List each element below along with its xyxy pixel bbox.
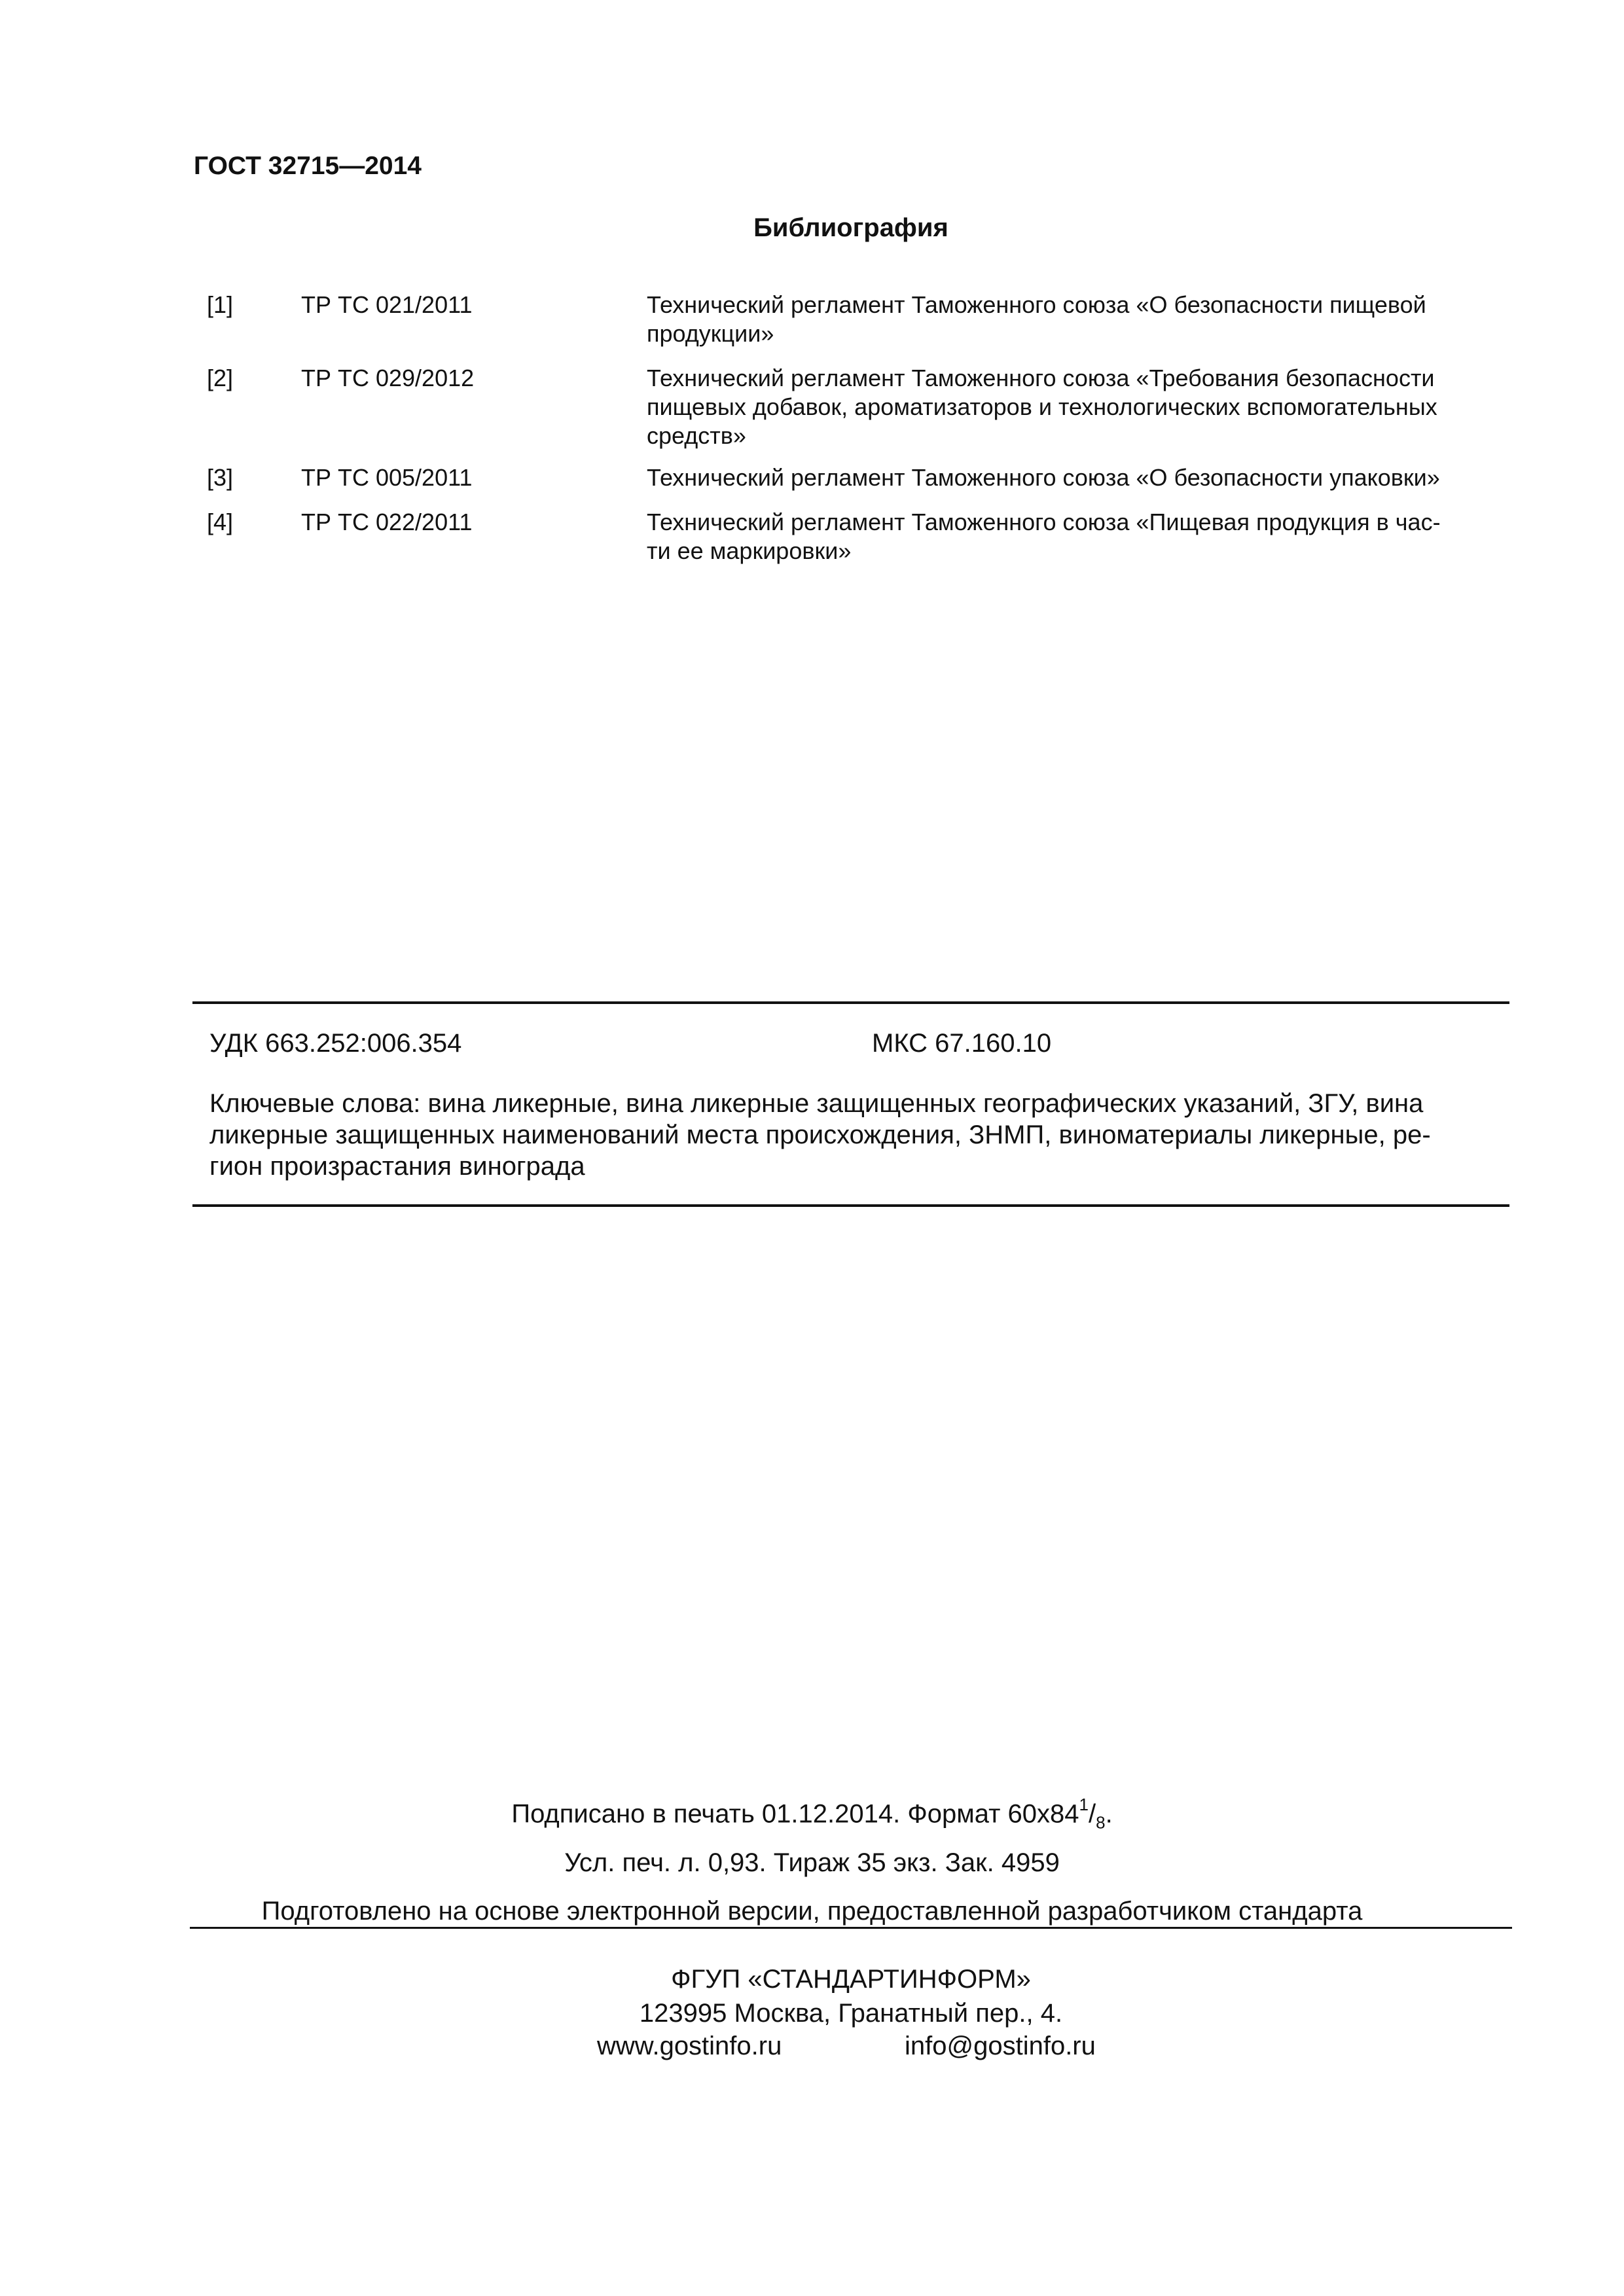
format-numerator: 1 (1079, 1795, 1089, 1814)
publisher-email[interactable]: info@gostinfo.ru (905, 2032, 1096, 2060)
entry-number: [2] (207, 365, 234, 391)
entry-text-line: Технический регламент Таможенного союза «О безопасности упаковки» (647, 464, 1440, 491)
format-separator: / (1088, 1799, 1096, 1829)
entry-code: ТР ТС 021/2011 (301, 291, 473, 318)
keywords-line: ликерные защищенных наименований места происхождения, ЗНМП, виноматериалы ликерные, ре- (209, 1121, 1431, 1149)
entry-text-line: ти ее маркировки» (647, 537, 852, 564)
publisher-address: 123995 Москва, Гранатный пер., 4. (639, 1999, 1063, 2028)
entry-code: ТР ТС 005/2011 (301, 464, 473, 491)
entry-text (647, 291, 1495, 348)
entry-text-line: Технический регламент Таможенного союза «Пищевая продукция в час- (647, 509, 1441, 535)
entry-code: ТР ТС 022/2011 (301, 509, 473, 535)
document-code: ГОСТ 32715—2014 (194, 152, 422, 180)
format-denominator: 8 (1096, 1812, 1106, 1833)
signed-for-print (0, 1797, 1624, 1833)
keywords-line: Ключевые слова: вина ликерные, вина ликерные защищенных географических указаний, ЗГУ, вина (209, 1089, 1424, 1118)
imprint-divider (190, 1927, 1512, 1929)
entry-text (647, 364, 1495, 450)
prepared-note: Подготовлено на основе электронной версии, предоставленной разработчиком стандарта (261, 1897, 1363, 1926)
divider-top (192, 1001, 1509, 1004)
entry-number: [4] (207, 509, 234, 535)
publisher-website[interactable]: www.gostinfo.ru (597, 2032, 782, 2060)
entry-number: [1] (207, 291, 234, 318)
bibliography-title: Библиография (753, 213, 948, 242)
keywords-line: гион произрастания винограда (209, 1152, 585, 1181)
mks-code: МКС 67.160.10 (872, 1029, 1052, 1058)
print-info: Усл. печ. л. 0,93. Тираж 35 экз. Зак. 4959 (564, 1848, 1060, 1877)
entry-text-line: средств» (647, 422, 746, 449)
entry-code: ТР ТС 029/2012 (301, 365, 475, 391)
entry-text-line: продукции» (647, 320, 774, 347)
keywords (209, 1088, 1494, 1182)
entry-text-line: Технический регламент Таможенного союза «Требования безопасности (647, 365, 1435, 391)
publisher-name: ФГУП «СТАНДАРТИНФОРМ» (671, 1965, 1031, 1994)
divider-bottom (192, 1204, 1509, 1207)
signed-text: Подписано в печать 01.12.2014. Формат 60х84 (511, 1799, 1079, 1829)
entry-text (647, 508, 1495, 565)
entry-text-line: Технический регламент Таможенного союза «О безопасности пищевой (647, 291, 1426, 318)
entry-text-line: пищевых добавок, ароматизаторов и технологических вспомогательных (647, 393, 1437, 420)
udk-code: УДК 663.252:006.354 (209, 1029, 462, 1058)
entry-text (647, 463, 1495, 492)
signed-suffix: . (1105, 1799, 1113, 1829)
entry-number: [3] (207, 464, 234, 491)
